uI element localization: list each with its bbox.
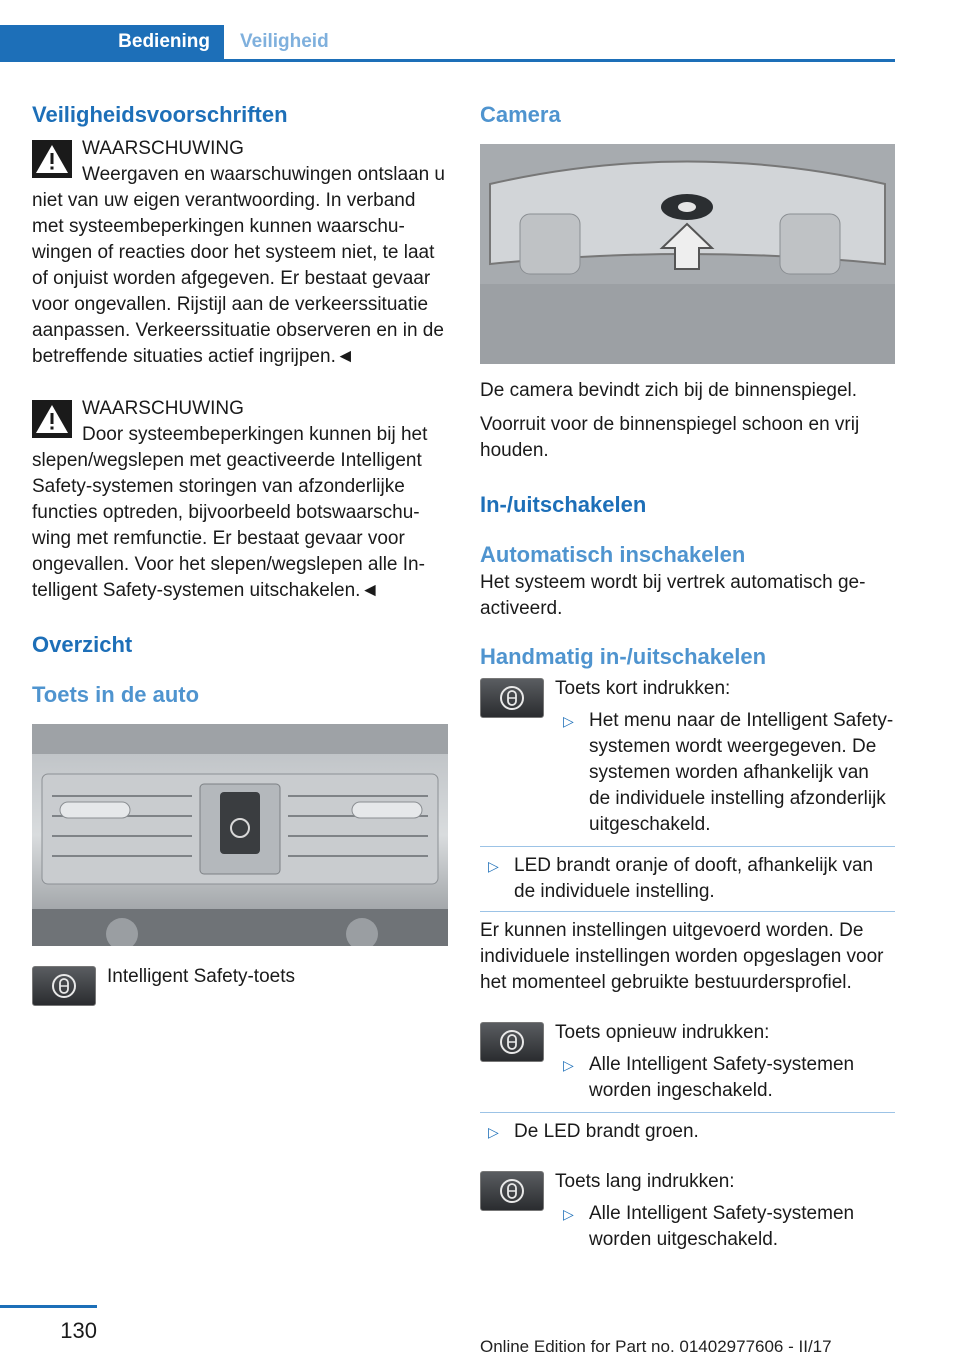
tab-veiligheid[interactable]: Veiligheid — [240, 31, 329, 52]
subtitle-button-in-car: Toets in de auto — [32, 682, 200, 707]
button-legend-row — [32, 964, 448, 1008]
button-caption: Intelligent Safety-toets — [107, 966, 295, 987]
footer-rule — [0, 1305, 97, 1308]
warning-block-1 — [32, 136, 448, 370]
list-item: ▷ Alle Intelligent Safety-systemen worden uitgeschakeld. — [555, 1201, 895, 1253]
page-number: 130 — [60, 1318, 97, 1343]
list-item: ▷ De LED brandt groen. — [480, 1119, 895, 1145]
section-title-safety: Veiligheidsvoorschriften — [32, 102, 288, 127]
warning-triangle-icon — [32, 400, 72, 438]
camera-clean-text: Voorruit voor de binnenspiegel schoon en vrij houden. — [480, 414, 860, 461]
press-long-row — [480, 1169, 895, 1253]
warning-block-2 — [32, 396, 448, 604]
divider — [480, 846, 895, 847]
warning-triangle-icon — [32, 140, 72, 178]
divider — [480, 911, 895, 912]
list-item: ▷ Het menu naar de Intelligent Safety-systemen wordt weergegeven. De systemen worden afhankelijk van de individuele instelling afzonderlijk uitgeschakeld. — [555, 708, 895, 838]
intelligent-safety-button-icon — [480, 1171, 544, 1211]
section-title-onoff: In-/uitschakelen — [480, 492, 647, 517]
section-title-camera: Camera — [480, 102, 561, 127]
left-column — [32, 100, 448, 1008]
edition-text: Online Edition for Part no. 01402977606 - II/17 — [480, 1337, 832, 1356]
press-again-row — [480, 1020, 895, 1104]
divider — [480, 1112, 895, 1113]
section-title-overview: Overzicht — [32, 632, 133, 657]
subtitle-auto-on: Automatisch inschakelen — [480, 542, 746, 567]
press-short-row — [480, 676, 895, 838]
list-item: ▷ LED brandt oranje of dooft, afhankelijk van de individuele instelling. — [480, 853, 895, 905]
right-column — [480, 100, 895, 1253]
dashboard-button-photo — [32, 724, 448, 946]
press-again-label: Toets opnieuw indrukken: — [555, 1022, 770, 1043]
warning-text: Weergaven en waarschuwingen ontslaan u niet van uw eigen verantwoording. In verband met systeembeperkingen kunnen waarschuwingen of reacties door het systeem niet, te laat of onjuist worden afgegeven. Er bestaat gevaar voor ongevallen. Rijstijl aan de verkeerssituatie aanpassen. Verkeerssituatie observeren en in de betreffende situaties actief ingrijpen.◄ — [32, 164, 445, 367]
chapter-tabbar — [0, 25, 895, 62]
intelligent-safety-button-icon — [480, 678, 544, 718]
warning-title: WAARSCHUWING — [82, 138, 244, 159]
camera-location-photo — [480, 144, 895, 364]
press-long-label: Toets lang indrukken: — [555, 1171, 735, 1192]
auto-on-text: Het systeem wordt bij vertrek automatisch geactiveerd. — [480, 572, 866, 619]
tab-bediening[interactable]: Bediening — [0, 25, 224, 59]
subtitle-manual-onoff: Handmatig in-/uitschakelen — [480, 644, 767, 669]
press-short-label: Toets kort indrukken: — [555, 678, 731, 699]
intelligent-safety-button-icon — [32, 966, 96, 1006]
list-item: ▷ Alle Intelligent Safety-systemen worden ingeschakeld. — [555, 1052, 895, 1104]
warning-title: WAARSCHUWING — [82, 398, 244, 419]
intelligent-safety-button-icon — [480, 1022, 544, 1062]
camera-location-text: De camera bevindt zich bij de binnenspiegel. — [480, 380, 858, 401]
settings-text: Er kunnen instellingen uitgevoerd worden. De individuele instellingen worden opgeslagen voor het momenteel gebruikte bestuurdersprofiel. — [480, 920, 884, 993]
warning-text: Door systeembeperkingen kunnen bij het slepen/wegslepen met geactiveerde Intelligent Safety-systemen storingen van afzonderlijke functies optreden, bijvoorbeeld botswaarschuwing met remfunctie. Er bestaat gevaar voor ongevallen. Voor het slepen/wegslepen alle Intelligent Safety-systemen uitschakelen.◄ — [32, 424, 428, 601]
